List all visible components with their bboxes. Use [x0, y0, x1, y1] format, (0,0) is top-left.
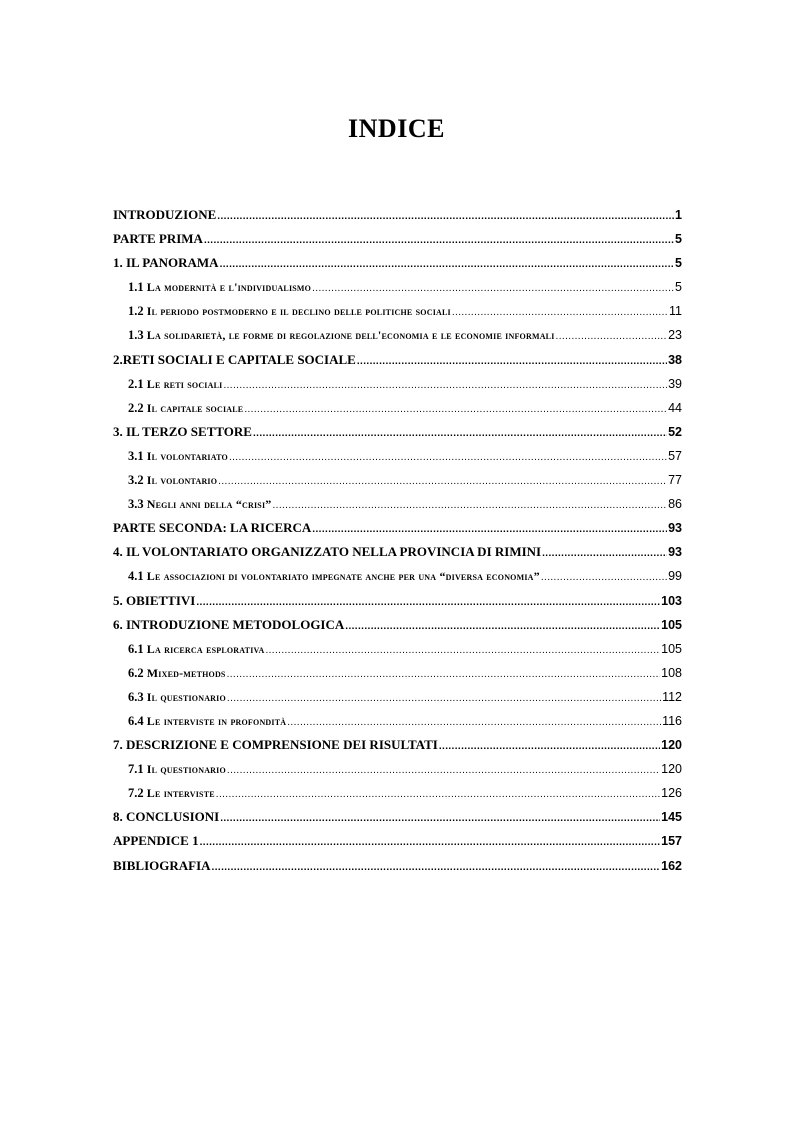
toc-section-entry[interactable] [113, 709, 682, 733]
toc-entry-title: 3. IL TERZO SETTORE [113, 423, 252, 439]
toc-entry-label [128, 396, 243, 420]
dot-leader [212, 856, 661, 880]
dot-leader [345, 615, 660, 639]
toc-page-number: 157 [661, 834, 682, 849]
toc-entry-label [113, 733, 438, 757]
toc-entry-label [128, 468, 217, 492]
toc-entry-label [113, 613, 344, 637]
toc-section-entry[interactable] [113, 637, 682, 661]
dot-leader [200, 831, 661, 855]
dot-leader [218, 470, 667, 494]
toc-page-number: 145 [661, 810, 682, 825]
toc-section-number: 3.3 [128, 497, 144, 512]
toc-entry-label [128, 564, 540, 588]
toc-entry-label [113, 516, 311, 540]
toc-page-number: 11 [669, 304, 682, 319]
toc-entry-label [128, 299, 451, 323]
toc-entry-title: Il capitale sociale [146, 400, 244, 415]
toc-entry-title: 4. IL VOLONTARIATO ORGANIZZATO NELLA PROVINCIA DI RIMINI [113, 544, 542, 560]
page-title: INDICE [348, 114, 445, 143]
toc-entry-label [113, 589, 195, 613]
toc-entry-title: Le interviste [146, 786, 215, 801]
dot-leader [227, 687, 661, 711]
toc-page-number: 103 [661, 593, 682, 608]
dot-leader [287, 711, 661, 735]
dot-leader [265, 639, 660, 663]
toc-chapter-entry[interactable] [113, 540, 682, 564]
toc-chapter-entry[interactable] [113, 613, 682, 637]
toc-section-entry[interactable] [113, 492, 682, 516]
toc-entry-title: INTRODUZIONE [113, 207, 217, 222]
toc-page-number: 105 [661, 617, 682, 632]
toc-chapter-entry[interactable] [113, 227, 682, 251]
toc-entry-label [128, 444, 228, 468]
dot-leader [244, 398, 667, 422]
dot-leader [272, 494, 667, 518]
toc-entry-title: APPENDICE 1 [113, 833, 199, 849]
toc-page-number: 126 [661, 786, 682, 801]
table-of-contents [113, 203, 682, 878]
toc-entry-label [128, 323, 555, 347]
toc-section-entry[interactable] [113, 275, 682, 299]
toc-page-number: 5 [675, 232, 682, 247]
toc-entry-title: 1. IL PANORAMA [113, 255, 219, 271]
toc-entry-title: PARTE PRIMA [113, 231, 203, 247]
dot-leader [253, 422, 667, 446]
toc-section-entry[interactable] [113, 468, 682, 492]
toc-entry-title: 7. DESCRIZIONE E COMPRENSIONE DEI RISULTATI [113, 737, 438, 753]
toc-chapter-entry[interactable] [113, 829, 682, 853]
toc-section-number: 1.2 [128, 304, 144, 319]
toc-entry-label [113, 854, 211, 878]
toc-section-entry[interactable] [113, 685, 682, 709]
toc-section-entry[interactable] [113, 757, 682, 781]
toc-entry-label [128, 275, 311, 299]
toc-entry-label [113, 420, 252, 444]
dot-leader [312, 518, 667, 542]
toc-entry-label [128, 492, 271, 516]
toc-entry-title: La solidarietà, le forme di regolazione dell'economia e le economie informali [146, 328, 555, 343]
toc-chapter-entry[interactable] [113, 733, 682, 757]
toc-page-number: 99 [668, 569, 682, 584]
dot-leader [439, 735, 660, 759]
toc-chapter-entry[interactable] [113, 203, 682, 227]
toc-entry-label [113, 203, 216, 227]
toc-entry-label [113, 829, 199, 853]
toc-section-entry[interactable] [113, 299, 682, 323]
toc-page-number: 162 [661, 858, 682, 873]
toc-section-number: 2.2 [128, 400, 144, 415]
toc-entry-title: Negli anni della “crisi” [146, 497, 272, 512]
toc-section-entry[interactable] [113, 444, 682, 468]
toc-section-entry[interactable] [113, 323, 682, 347]
toc-entry-label [128, 637, 264, 661]
dot-leader [452, 301, 668, 325]
toc-entry-title: PARTE SECONDA: LA RICERCA [113, 520, 312, 536]
toc-chapter-entry[interactable] [113, 589, 682, 613]
toc-page-number: 116 [662, 713, 682, 728]
toc-entry-title: 8. CONCLUSIONI [113, 809, 220, 825]
dot-leader [542, 542, 667, 566]
dot-leader [541, 566, 667, 590]
toc-entry-title: Le associazioni di volontariato impegnate anche per una “diversa economia” [146, 569, 540, 584]
toc-page-number: 120 [661, 738, 682, 753]
toc-section-number: 6.2 [128, 665, 144, 680]
toc-page-number: 86 [668, 497, 682, 512]
toc-page-number: 93 [668, 521, 682, 536]
dot-leader [217, 205, 674, 229]
toc-chapter-entry[interactable] [113, 348, 682, 372]
toc-entry-label [113, 348, 356, 372]
toc-entry-label [128, 372, 222, 396]
toc-entry-title: 2.RETI SOCIALI E CAPITALE SOCIALE [113, 351, 356, 367]
toc-section-number: 1.3 [128, 328, 144, 343]
dot-leader [229, 446, 667, 470]
toc-section-entry[interactable] [113, 372, 682, 396]
toc-page-number: 120 [661, 762, 682, 777]
toc-page-number: 52 [668, 424, 682, 439]
toc-section-number: 3.1 [128, 448, 144, 463]
toc-section-entry[interactable] [113, 396, 682, 420]
toc-section-number: 1.1 [128, 280, 144, 295]
toc-page-number: 93 [668, 545, 682, 560]
toc-entry-label [128, 757, 226, 781]
toc-page-number: 108 [661, 665, 682, 680]
toc-entry-title: Il questionario [146, 689, 226, 704]
dot-leader [196, 591, 660, 615]
toc-entry-title: 6. INTRODUZIONE METODOLOGICA [113, 616, 345, 632]
dot-leader [204, 229, 674, 253]
toc-entry-label [128, 685, 226, 709]
toc-page-number: 5 [675, 256, 682, 271]
toc-page-number: 39 [668, 376, 682, 391]
toc-section-number: 2.1 [128, 376, 144, 391]
dot-leader [357, 350, 667, 374]
toc-entry-label [113, 251, 219, 275]
toc-section-number: 6.3 [128, 689, 144, 704]
toc-entry-label [128, 781, 215, 805]
dot-leader [223, 374, 667, 398]
toc-chapter-entry[interactable] [113, 420, 682, 444]
dot-leader [216, 783, 660, 807]
toc-entry-label [128, 661, 226, 685]
dot-leader [220, 807, 660, 831]
toc-chapter-entry[interactable] [113, 516, 682, 540]
toc-section-number: 3.2 [128, 473, 144, 488]
toc-chapter-entry[interactable] [113, 854, 682, 878]
toc-entry-title: Il volontario [146, 473, 218, 488]
toc-page-number: 57 [668, 448, 682, 463]
dot-leader [220, 253, 674, 277]
toc-entry-title: Il volontariato [146, 448, 228, 463]
toc-entry-title: Le reti sociali [146, 376, 223, 391]
toc-entry-label [128, 709, 286, 733]
toc-chapter-entry[interactable] [113, 251, 682, 275]
toc-entry-title: Le interviste in profondità [146, 713, 287, 728]
dot-leader [227, 663, 661, 687]
toc-section-number: 4.1 [128, 569, 144, 584]
toc-chapter-entry[interactable] [113, 805, 682, 829]
toc-page-number: 5 [675, 280, 682, 295]
toc-entry-title: La ricerca esplorativa [146, 641, 265, 656]
toc-section-entry[interactable] [113, 781, 682, 805]
toc-page-number: 77 [668, 473, 682, 488]
toc-page-number: 1 [675, 208, 682, 222]
toc-page-number: 105 [661, 641, 682, 656]
toc-section-number: 6.1 [128, 641, 144, 656]
toc-page-number: 38 [668, 352, 682, 367]
toc-section-entry[interactable] [113, 564, 682, 588]
toc-entry-title: La modernità e l'individualismo [146, 280, 312, 295]
toc-page-number: 23 [668, 328, 682, 343]
toc-section-number: 6.4 [128, 713, 144, 728]
dot-leader [556, 325, 668, 349]
toc-entry-title: 5. OBIETTIVI [113, 592, 196, 608]
toc-section-number: 7.1 [128, 762, 144, 777]
toc-entry-title: Il periodo postmoderno e il declino delle politiche sociali [146, 304, 451, 319]
toc-entry-label [113, 540, 541, 564]
toc-section-entry[interactable] [113, 661, 682, 685]
dot-leader [312, 277, 674, 301]
toc-entry-title: Mixed-methods [146, 665, 226, 680]
toc-entry-label [113, 227, 203, 251]
toc-entry-title: BIBLIOGRAFIA [113, 857, 211, 873]
toc-entry-label [113, 805, 219, 829]
toc-entry-title: Il questionario [146, 762, 226, 777]
toc-page-number: 44 [668, 400, 682, 415]
dot-leader [227, 759, 660, 783]
toc-page-number: 112 [662, 689, 682, 704]
toc-section-number: 7.2 [128, 786, 144, 801]
